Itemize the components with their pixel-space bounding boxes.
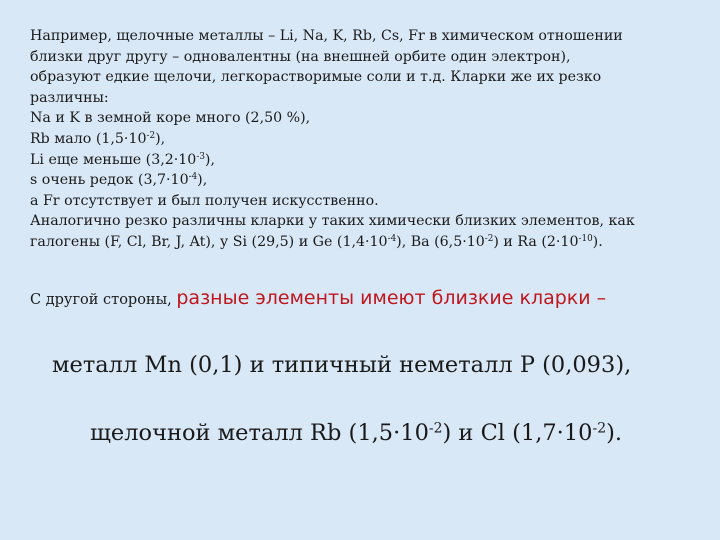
li-text-end: ),	[204, 151, 215, 168]
exponent: -2	[592, 420, 607, 437]
main-paragraph	[30, 26, 700, 253]
rb-line	[30, 129, 700, 150]
exponent: -3	[196, 151, 205, 162]
rb-text: Rb мало (1,5·10	[30, 130, 147, 147]
halogens-text-d: ).	[592, 233, 603, 250]
example-rb-cl-b: ) и Cl (1,7·10	[442, 420, 593, 446]
exponent: -4	[387, 234, 397, 245]
text-line: образуют едкие щелочи, легкорастворимые соли и т.д. Кларки же их резко	[30, 69, 602, 86]
other-side-lead: С другой стороны,	[30, 292, 177, 308]
exponent: -4	[188, 172, 198, 183]
rb-text-end: ),	[155, 130, 166, 147]
text-line: различны:	[30, 89, 109, 106]
li-line	[30, 150, 700, 171]
example-rb-cl	[90, 420, 720, 446]
halogens-text-b: ), Ba (6,5·10	[396, 233, 485, 250]
example-rb-cl-c: ).	[606, 420, 622, 446]
highlight-text: разные элементы имеют близкие кларки –	[176, 287, 607, 309]
exponent: -2	[484, 234, 494, 245]
cs-text-end: ),	[197, 172, 208, 189]
fr-line: а Fr отсутствует и был получен искусственно.	[30, 192, 379, 209]
text-line: Na и K в земной коре много (2,50 %),	[30, 110, 311, 127]
example-mn-p: металл Mn (0,1) и типичный неметалл P (0,093),	[52, 352, 632, 378]
halogens-text-c: ) и Ra (2·10	[493, 233, 579, 250]
example-rb-cl-a: щелочной металл Rb (1,5·10	[90, 420, 429, 446]
li-text: Li еще меньше (3,2·10	[30, 151, 197, 168]
exponent: -10	[578, 234, 593, 245]
text-line: Например, щелочные металлы – Li, Na, K, Rb, Cs, Fr в химическом отношении	[30, 28, 623, 44]
analog-line: Аналогично резко различны кларки у таких химически близких элементов, как	[30, 213, 635, 230]
other-side-line	[30, 287, 700, 309]
cs-line	[30, 170, 700, 191]
cs-text: s очень редок (3,7·10	[30, 172, 189, 189]
exponent: -2	[146, 131, 156, 142]
halogens-line	[30, 232, 700, 253]
exponent: -2	[428, 420, 443, 437]
halogens-text-a: галогены (F, Cl, Br, J, At), у Si (29,5) и Ge (1,4·10	[30, 233, 388, 250]
text-line: близки друг другу – одновалентны (на внешней орбите один электрон),	[30, 48, 571, 65]
